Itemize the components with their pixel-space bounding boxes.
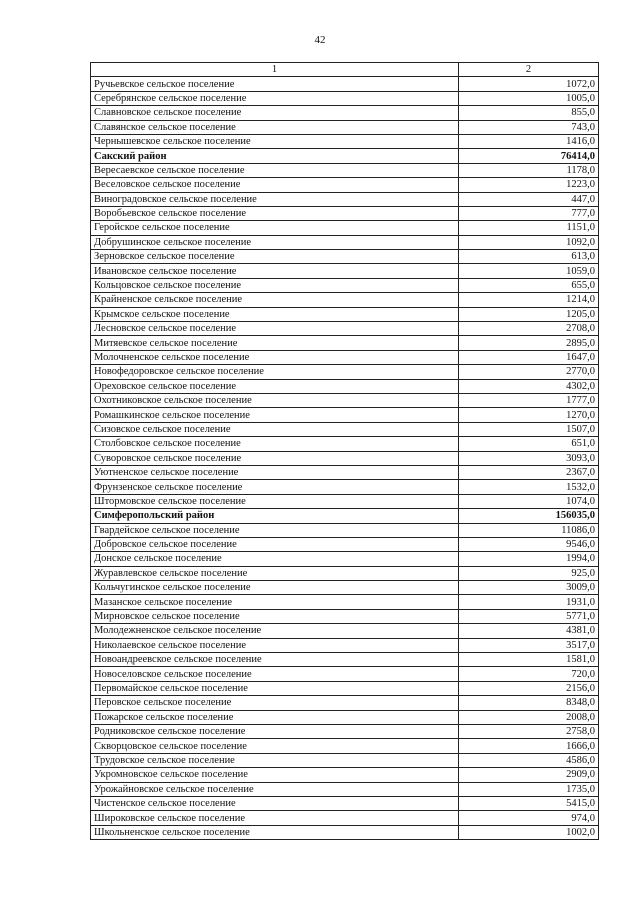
table-row	[91, 322, 599, 336]
settlement-value: 3009,0	[459, 581, 599, 595]
settlement-value: 2895,0	[459, 336, 599, 350]
settlement-name: Добровское сельское поселение	[91, 537, 459, 551]
table-row	[91, 638, 599, 652]
settlement-value: 3517,0	[459, 638, 599, 652]
settlement-name: Скворцовское сельское поселение	[91, 739, 459, 753]
settlement-value: 1581,0	[459, 653, 599, 667]
table-row	[91, 393, 599, 407]
settlement-value: 1074,0	[459, 494, 599, 508]
settlement-name: Чистенское сельское поселение	[91, 796, 459, 810]
settlement-value: 2708,0	[459, 322, 599, 336]
table-row	[91, 811, 599, 825]
table-row	[91, 422, 599, 436]
settlement-value: 1777,0	[459, 393, 599, 407]
settlement-name: Урожайновское сельское поселение	[91, 782, 459, 796]
settlement-name: Ивановское сельское поселение	[91, 264, 459, 278]
table-row	[91, 379, 599, 393]
settlement-value: 1994,0	[459, 552, 599, 566]
table-row	[91, 537, 599, 551]
settlement-name: Воробьевское сельское поселение	[91, 206, 459, 220]
settlement-value: 1005,0	[459, 91, 599, 105]
settlement-value: 11086,0	[459, 523, 599, 537]
settlement-name: Молочненское сельское поселение	[91, 350, 459, 364]
district-row	[91, 509, 599, 523]
settlement-name: Добрушинское сельское поселение	[91, 235, 459, 249]
settlement-value: 1931,0	[459, 595, 599, 609]
table-header-row	[91, 63, 599, 77]
page-number: 42	[314, 34, 326, 46]
settlement-value: 1059,0	[459, 264, 599, 278]
table-row	[91, 523, 599, 537]
table-row	[91, 710, 599, 724]
settlement-value: 613,0	[459, 250, 599, 264]
table-row	[91, 134, 599, 148]
settlement-value: 1223,0	[459, 178, 599, 192]
table-row	[91, 221, 599, 235]
settlement-name: Трудовское сельское поселение	[91, 753, 459, 767]
table-row	[91, 250, 599, 264]
settlement-value: 1507,0	[459, 422, 599, 436]
table-row	[91, 91, 599, 105]
settlement-name: Фрунзенское сельское поселение	[91, 480, 459, 494]
table-row	[91, 696, 599, 710]
settlement-value: 4302,0	[459, 379, 599, 393]
district-name: Сакский район	[91, 149, 459, 163]
settlement-value: 1647,0	[459, 350, 599, 364]
district-total: 76414,0	[459, 149, 599, 163]
column-header-1: 1	[91, 63, 459, 77]
table-row	[91, 595, 599, 609]
settlement-value: 9546,0	[459, 537, 599, 551]
settlement-name: Ручьевское сельское поселение	[91, 77, 459, 91]
table-row	[91, 163, 599, 177]
settlement-value: 8348,0	[459, 696, 599, 710]
settlement-value: 651,0	[459, 437, 599, 451]
settlement-name: Уютненское сельское поселение	[91, 465, 459, 479]
settlement-value: 925,0	[459, 566, 599, 580]
district-name: Симферопольский район	[91, 509, 459, 523]
settlement-value: 974,0	[459, 811, 599, 825]
table-row	[91, 825, 599, 839]
table-row	[91, 77, 599, 91]
table-row	[91, 494, 599, 508]
settlement-value: 2367,0	[459, 465, 599, 479]
table-row	[91, 796, 599, 810]
settlement-name: Суворовское сельское поселение	[91, 451, 459, 465]
settlement-value: 1002,0	[459, 825, 599, 839]
settlement-value: 1151,0	[459, 221, 599, 235]
settlement-name: Новоселовское сельское поселение	[91, 667, 459, 681]
settlement-name: Новофедоровское сельское поселение	[91, 365, 459, 379]
settlement-name: Перовское сельское поселение	[91, 696, 459, 710]
settlement-value: 1092,0	[459, 235, 599, 249]
settlement-name: Славянское сельское поселение	[91, 120, 459, 134]
table-row	[91, 178, 599, 192]
settlement-value: 743,0	[459, 120, 599, 134]
settlement-name: Молодежненское сельское поселение	[91, 624, 459, 638]
table-row	[91, 624, 599, 638]
table-row	[91, 465, 599, 479]
table-row	[91, 365, 599, 379]
settlement-name: Кольчугинское сельское поселение	[91, 581, 459, 595]
settlement-value: 4586,0	[459, 753, 599, 767]
settlement-value: 1072,0	[459, 77, 599, 91]
settlement-name: Сизовское сельское поселение	[91, 422, 459, 436]
settlement-value: 855,0	[459, 106, 599, 120]
table-row	[91, 552, 599, 566]
settlement-value: 655,0	[459, 278, 599, 292]
settlement-name: Виноградовское сельское поселение	[91, 192, 459, 206]
settlement-name: Веселовское сельское поселение	[91, 178, 459, 192]
settlement-value: 2758,0	[459, 724, 599, 738]
settlement-name: Штормовское сельское поселение	[91, 494, 459, 508]
settlement-value: 1532,0	[459, 480, 599, 494]
table-row	[91, 293, 599, 307]
settlement-name: Чернышевское сельское поселение	[91, 134, 459, 148]
settlement-name: Столбовское сельское поселение	[91, 437, 459, 451]
table-row	[91, 350, 599, 364]
settlement-name: Зерновское сельское поселение	[91, 250, 459, 264]
settlement-name: Гвардейское сельское поселение	[91, 523, 459, 537]
settlement-name: Пожарское сельское поселение	[91, 710, 459, 724]
table-row	[91, 235, 599, 249]
settlement-value: 447,0	[459, 192, 599, 206]
settlement-name: Родниковское сельское поселение	[91, 724, 459, 738]
settlement-value: 5415,0	[459, 796, 599, 810]
settlement-value: 1735,0	[459, 782, 599, 796]
settlement-name: Серебрянское сельское поселение	[91, 91, 459, 105]
settlement-name: Николаевское сельское поселение	[91, 638, 459, 652]
district-total: 156035,0	[459, 509, 599, 523]
settlement-value: 1270,0	[459, 408, 599, 422]
settlement-value: 2909,0	[459, 768, 599, 782]
settlement-name: Геройское сельское поселение	[91, 221, 459, 235]
settlement-value: 1205,0	[459, 307, 599, 321]
table-row	[91, 724, 599, 738]
settlement-name: Мирновское сельское поселение	[91, 609, 459, 623]
table-row	[91, 667, 599, 681]
budget-table-body	[91, 63, 599, 840]
settlement-value: 1666,0	[459, 739, 599, 753]
table-row	[91, 681, 599, 695]
settlement-value: 2156,0	[459, 681, 599, 695]
settlement-name: Кольцовское сельское поселение	[91, 278, 459, 292]
settlement-name: Первомайское сельское поселение	[91, 681, 459, 695]
table-row	[91, 566, 599, 580]
settlement-name: Славновское сельское поселение	[91, 106, 459, 120]
table-row	[91, 653, 599, 667]
settlement-value: 1416,0	[459, 134, 599, 148]
table-row	[91, 480, 599, 494]
settlement-value: 5771,0	[459, 609, 599, 623]
table-row	[91, 739, 599, 753]
table-row	[91, 437, 599, 451]
budget-table	[90, 62, 599, 840]
table-row	[91, 206, 599, 220]
settlement-value: 777,0	[459, 206, 599, 220]
settlement-name: Лесновское сельское поселение	[91, 322, 459, 336]
table-row	[91, 581, 599, 595]
table-row	[91, 336, 599, 350]
settlement-name: Митяевское сельское поселение	[91, 336, 459, 350]
table-row	[91, 408, 599, 422]
table-row	[91, 192, 599, 206]
settlement-value: 720,0	[459, 667, 599, 681]
settlement-name: Донское сельское поселение	[91, 552, 459, 566]
table-row	[91, 264, 599, 278]
settlement-name: Мазанское сельское поселение	[91, 595, 459, 609]
table-row	[91, 307, 599, 321]
table-row	[91, 120, 599, 134]
settlement-name: Укромновское сельское поселение	[91, 768, 459, 782]
settlement-name: Школьненское сельское поселение	[91, 825, 459, 839]
column-header-2: 2	[459, 63, 599, 77]
settlement-value: 2770,0	[459, 365, 599, 379]
settlement-name: Крымское сельское поселение	[91, 307, 459, 321]
settlement-name: Ореховское сельское поселение	[91, 379, 459, 393]
settlement-value: 4381,0	[459, 624, 599, 638]
settlement-value: 3093,0	[459, 451, 599, 465]
table-row	[91, 782, 599, 796]
settlement-name: Крайненское сельское поселение	[91, 293, 459, 307]
table-row	[91, 753, 599, 767]
table-row	[91, 278, 599, 292]
settlement-name: Широковское сельское поселение	[91, 811, 459, 825]
settlement-name: Ромашкинское сельское поселение	[91, 408, 459, 422]
table-row	[91, 609, 599, 623]
settlement-value: 1178,0	[459, 163, 599, 177]
table-row	[91, 451, 599, 465]
settlement-name: Новоандреевское сельское поселение	[91, 653, 459, 667]
settlement-value: 2008,0	[459, 710, 599, 724]
settlement-name: Охотниковское сельское поселение	[91, 393, 459, 407]
settlement-name: Журавлевское сельское поселение	[91, 566, 459, 580]
table-row	[91, 768, 599, 782]
district-row	[91, 149, 599, 163]
settlement-value: 1214,0	[459, 293, 599, 307]
settlement-name: Вересаевское сельское поселение	[91, 163, 459, 177]
table-row	[91, 106, 599, 120]
